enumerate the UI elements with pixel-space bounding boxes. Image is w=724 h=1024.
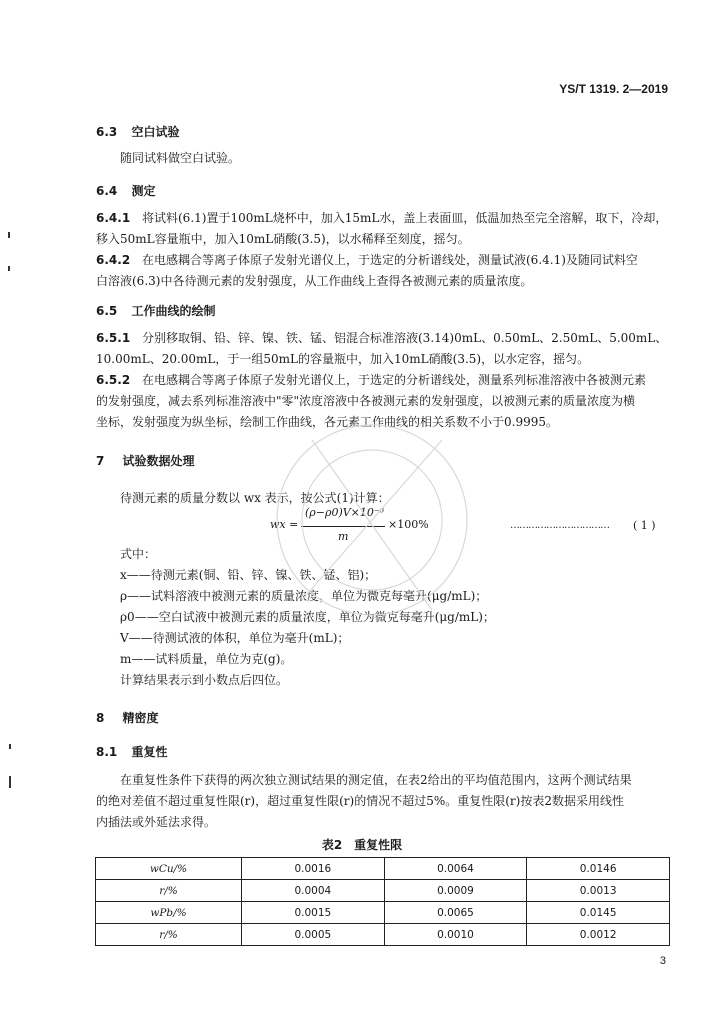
section-8-heading bbox=[96, 709, 159, 726]
section-6-5-1-line2: 10.00mL、20.00mL，于一组50mL的容量瓶中，加入10mL硝酸(3.5)，以水定容，摇匀。 bbox=[96, 352, 590, 366]
section-6-5-2-number: 6.5.2 bbox=[96, 373, 131, 387]
table-cell: 0.0012 bbox=[527, 924, 670, 946]
table-cell: 0.0145 bbox=[527, 902, 670, 924]
table-cell: 0.0009 bbox=[384, 880, 527, 902]
section-6-4-number: 6.4 bbox=[96, 184, 118, 198]
formula-percent: ×100% bbox=[388, 518, 429, 531]
table-cell: 0.0064 bbox=[384, 858, 527, 880]
section-7-title: 试验数据处理 bbox=[122, 454, 195, 468]
table-cell: 0.0146 bbox=[527, 858, 670, 880]
section-8-number: 8 bbox=[96, 711, 105, 725]
section-6-4-2-text1: 在电感耦合等离子体原子发射光谱仪上，于选定的分析谱线处，测量试液(6.4.1)及随同试料空 bbox=[142, 253, 638, 267]
table-row bbox=[96, 902, 670, 924]
section-6-3-title: 空白试验 bbox=[131, 125, 180, 139]
section-6-5-1-line1 bbox=[96, 328, 667, 349]
section-6-4-1-line2: 移入50mL容量瓶中，加入10mL硝酸(3.5)，以水稀释至刻度，摇匀。 bbox=[96, 232, 470, 246]
definition-m: m——试料质量，单位为克(g)。 bbox=[120, 652, 293, 666]
section-6-4-heading bbox=[96, 182, 155, 199]
section-6-3-number: 6.3 bbox=[96, 125, 118, 139]
section-6-4-1-text1: 将试料(6.1)置于100mL烧杯中，加入15mL水，盖上表面皿，低温加热至完全溶解，取下，冷却， bbox=[142, 211, 668, 225]
section-6-4-1-number: 6.4.1 bbox=[96, 211, 131, 225]
table-cell: 0.0005 bbox=[242, 924, 385, 946]
section-6-5-1-number: 6.5.1 bbox=[96, 331, 131, 345]
formula-number: ( 1 ) bbox=[633, 519, 656, 532]
row-label: wPb/% bbox=[96, 902, 242, 924]
watermark-stamp-icon bbox=[242, 400, 502, 670]
table-cell: 0.0015 bbox=[242, 902, 385, 924]
table-cell: 0.0065 bbox=[384, 902, 527, 924]
section-8-1-line3: 内插法或外延法求得。 bbox=[96, 815, 217, 829]
section-7-heading bbox=[96, 452, 195, 469]
table-2-caption: 表2 重复性限 bbox=[321, 838, 403, 852]
table-row bbox=[96, 858, 670, 880]
section-6-4-1-line1 bbox=[96, 208, 667, 229]
repeatability-table bbox=[95, 857, 670, 946]
section-6-5-2-line1 bbox=[96, 370, 646, 391]
table-cell: 0.0013 bbox=[527, 880, 670, 902]
section-6-5-heading bbox=[96, 302, 215, 319]
table-cell: 0.0004 bbox=[242, 880, 385, 902]
section-8-1-line2: 的绝对差值不超过重复性限(r)，超过重复性限(r)的情况不超过5%。重复性限(r)按表2数据采用线性 bbox=[96, 794, 624, 808]
scan-mark bbox=[8, 266, 10, 271]
section-8-1-heading bbox=[96, 743, 167, 760]
section-8-1-line1: 在重复性条件下获得的两次独立测试结果的测定值，在表2给出的平均值范围内，这两个测试结果 bbox=[120, 773, 632, 787]
page-number: 3 bbox=[659, 955, 666, 967]
section-6-3-heading bbox=[96, 123, 179, 140]
table-row bbox=[96, 880, 670, 902]
formula-numerator: (ρ−ρ0)V×10⁻⁶ bbox=[305, 506, 385, 519]
section-6-5-2-line3: 坐标，发射强度为纵坐标，绘制工作曲线，各元素工作曲线的相关系数不小于0.9995。 bbox=[96, 415, 558, 429]
section-6-5-2-text1: 在电感耦合等离子体原子发射光谱仪上，于选定的分析谱线处，测量系列标准溶液中各被测元素 bbox=[142, 373, 647, 387]
formula-leader-dots: …………………………… bbox=[510, 520, 609, 531]
where-label: 式中： bbox=[120, 547, 157, 561]
section-6-4-title: 测定 bbox=[131, 184, 156, 198]
row-label: r/% bbox=[96, 924, 242, 946]
section-6-5-title: 工作曲线的绘制 bbox=[131, 304, 216, 318]
definition-v: V——待测试液的体积，单位为毫升(mL)； bbox=[120, 631, 350, 645]
scan-mark bbox=[9, 776, 11, 788]
row-label: wCu/% bbox=[96, 858, 242, 880]
row-label: r/% bbox=[96, 880, 242, 902]
definition-rho0: ρ0——空白试液中被测元素的质量浓度，单位为微克每毫升(μg/mL)； bbox=[120, 610, 495, 624]
result-precision-note: 计算结果表示到小数点后四位。 bbox=[120, 673, 289, 687]
standard-number-header: YS/T 1319. 2—2019 bbox=[559, 82, 668, 96]
section-6-5-2-line2: 的发射强度，减去系列标准溶液中"零"浓度溶液中各被测元素的发射强度，以被测元素的质量浓度为横 bbox=[96, 394, 636, 408]
section-6-4-2-number: 6.4.2 bbox=[96, 253, 131, 267]
section-6-5-number: 6.5 bbox=[96, 304, 118, 318]
formula-denominator: m bbox=[338, 530, 349, 543]
section-6-5-1-text1: 分别移取铜、铅、锌、镍、铁、锰、铝混合标准溶液(3.14)0mL、0.50mL、2.50mL、5.00mL、 bbox=[142, 331, 668, 345]
definition-rho: ρ——试料溶液中被测元素的质量浓度，单位为微克每毫升(μg/mL)； bbox=[120, 589, 488, 603]
section-8-1-title: 重复性 bbox=[131, 745, 168, 759]
section-6-4-2-line2: 白溶液(6.3)中各待测元素的发射强度，从工作曲线上查得各被测元素的质量浓度。 bbox=[96, 274, 533, 288]
definition-x: x——待测元素(铜、铅、锌、镍、铁、锰、铝)； bbox=[120, 568, 377, 582]
table-cell: 0.0010 bbox=[384, 924, 527, 946]
scan-mark bbox=[9, 744, 11, 749]
section-6-4-2-line1 bbox=[96, 250, 638, 271]
scan-mark bbox=[8, 232, 10, 238]
section-7-number: 7 bbox=[96, 454, 105, 468]
section-7-intro: 待测元素的质量分数以 wx 表示，按公式(1)计算： bbox=[120, 491, 390, 505]
table-cell: 0.0016 bbox=[242, 858, 385, 880]
section-8-1-number: 8.1 bbox=[96, 745, 118, 759]
section-6-3-text: 随同试料做空白试验。 bbox=[120, 151, 241, 165]
formula-lhs: wx = bbox=[270, 518, 299, 531]
table-row bbox=[96, 924, 670, 946]
section-8-title: 精密度 bbox=[122, 711, 159, 725]
